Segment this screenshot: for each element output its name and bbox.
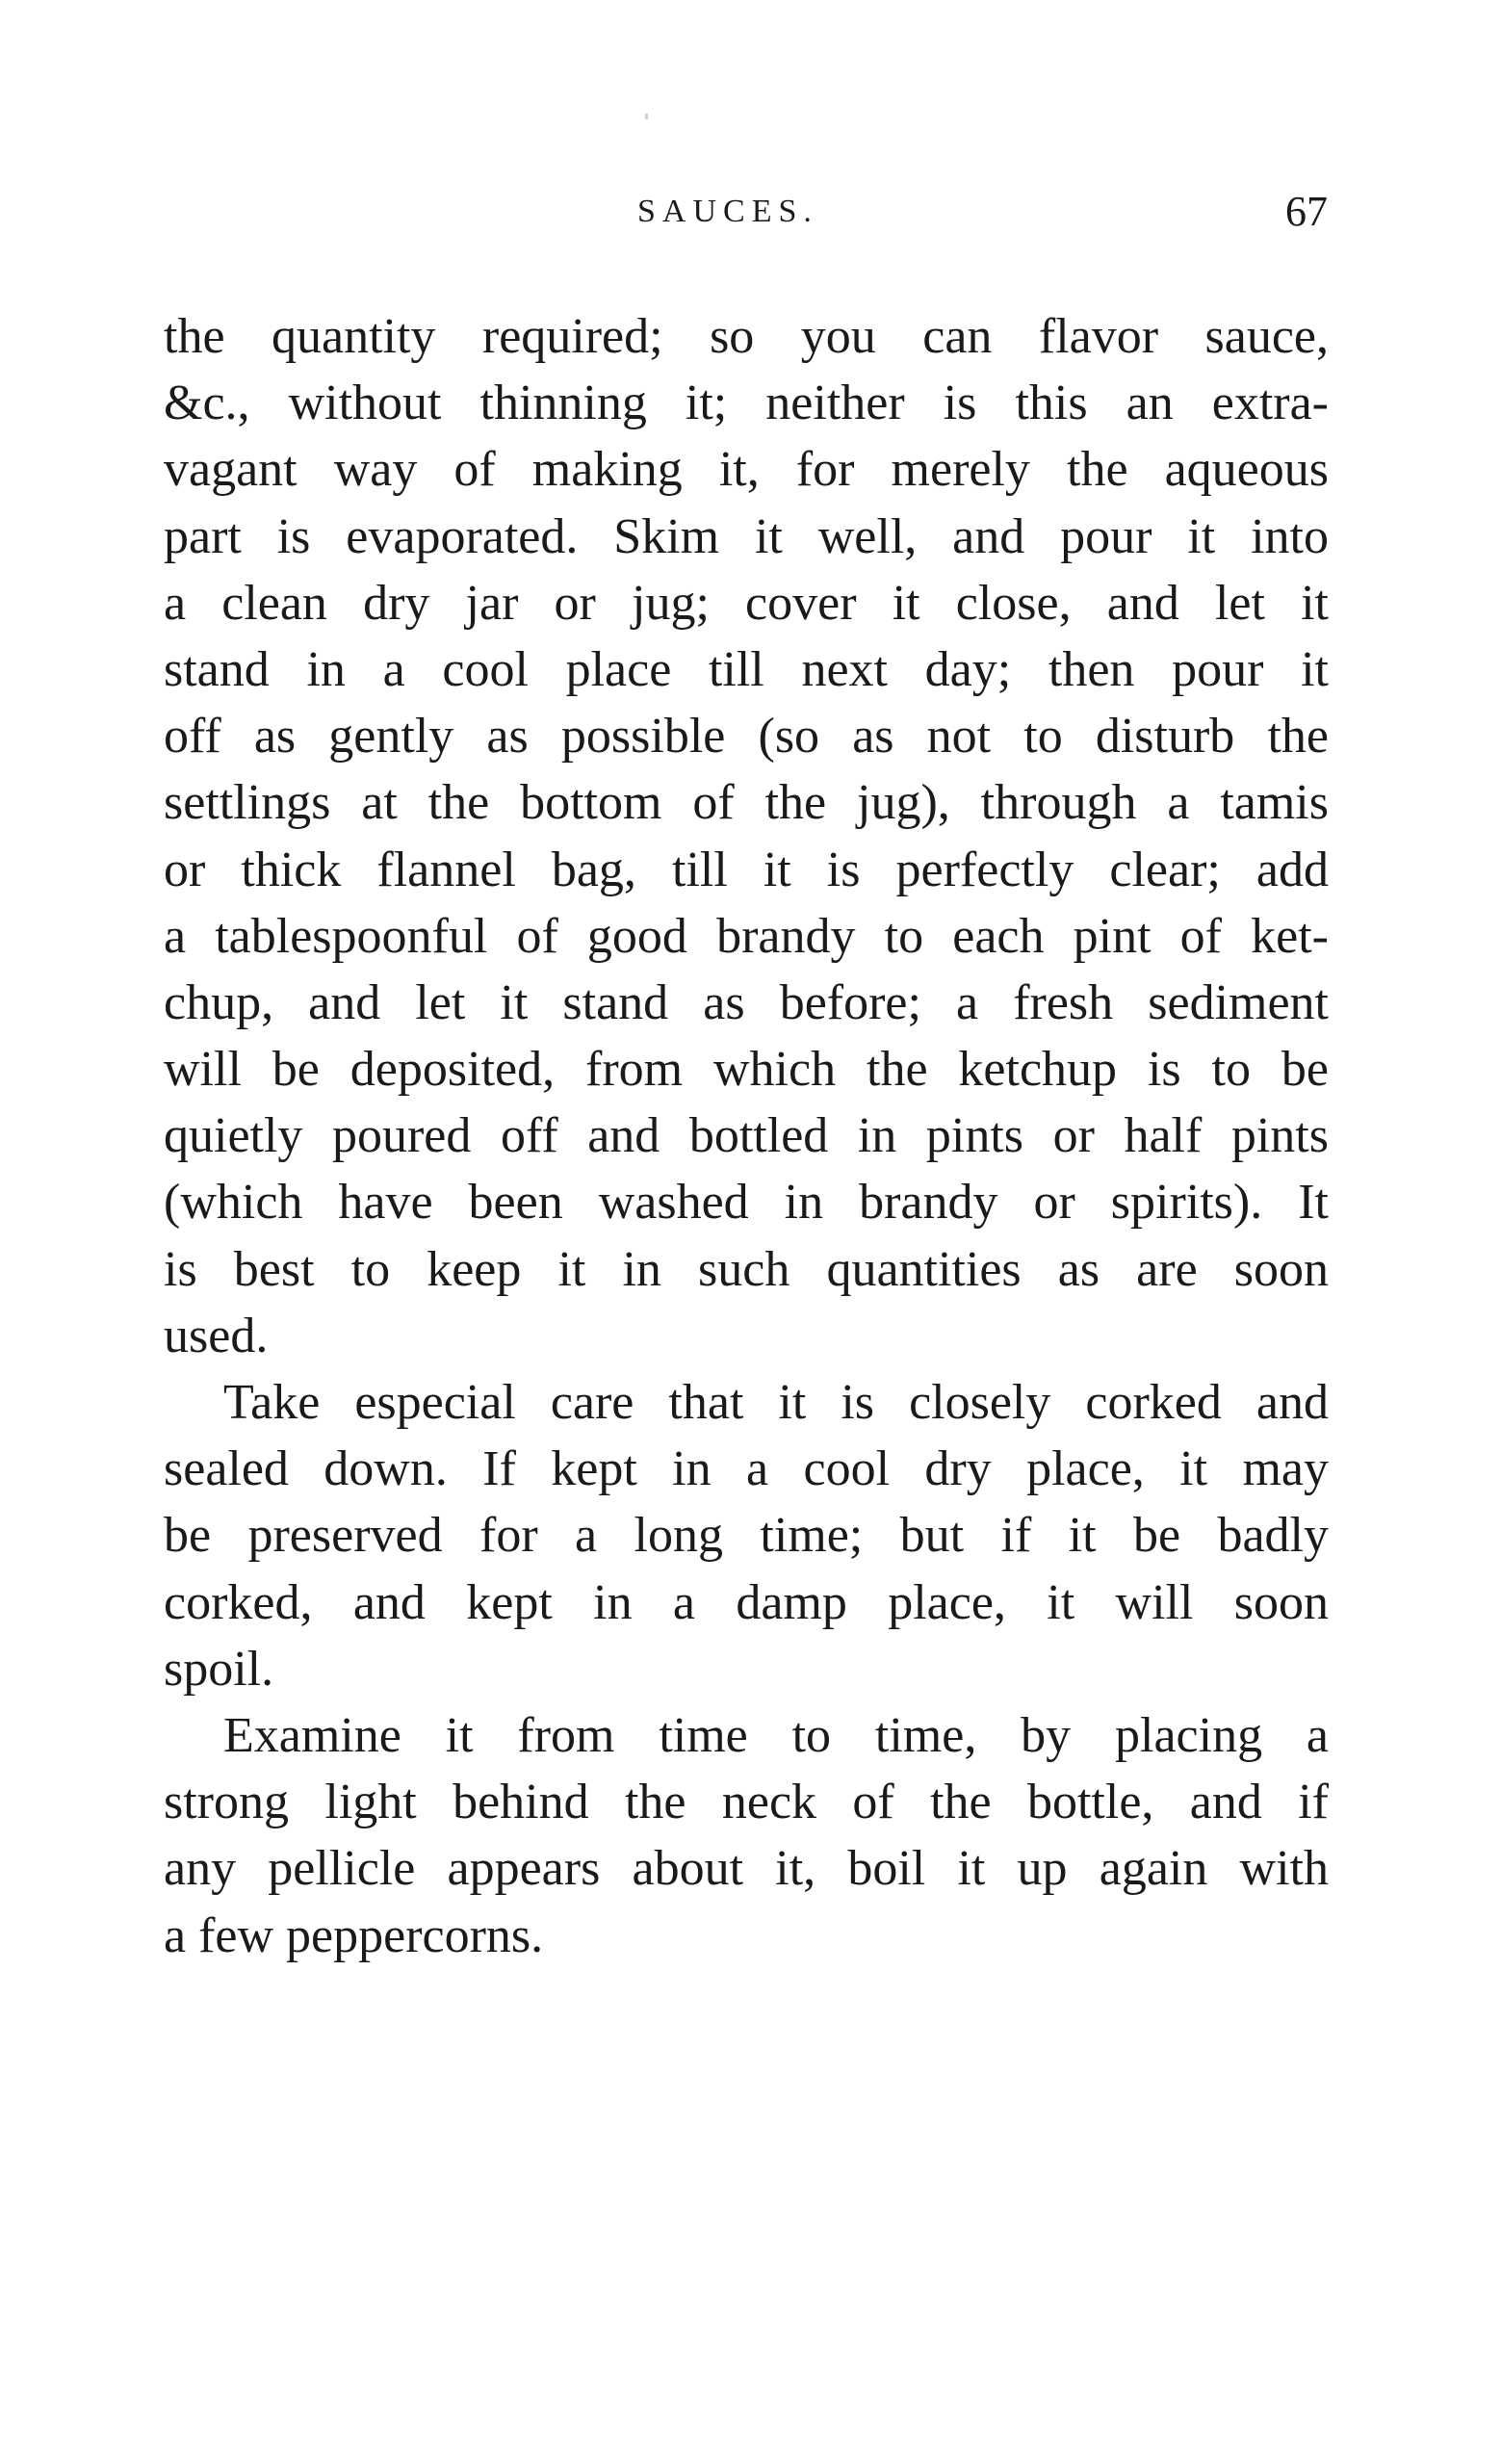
text-line: off as gently as possible (so as not to disturb the xyxy=(164,709,1329,765)
text-line: chup, and let it stand as before; a fresh sediment xyxy=(164,974,1329,1030)
paragraph-end-line: spoil. xyxy=(164,1641,274,1697)
text-line: sealed down. If kept in a cool dry place, it may xyxy=(164,1441,1329,1497)
text-line: settlings at the bottom of the jug), through a tamis xyxy=(164,775,1329,831)
text-line: will be deposited, from which the ketchup is to be xyxy=(164,1042,1329,1098)
text-line: strong light behind the neck of the bottle, and if xyxy=(164,1775,1329,1830)
text-line: quietly poured off and bottled in pints or half pints xyxy=(164,1108,1329,1164)
paragraph-end-line: used. xyxy=(164,1308,269,1363)
page-number: 67 xyxy=(1285,188,1328,235)
page-speck xyxy=(645,114,648,119)
text-line: the quantity required; so you can flavor sauce, xyxy=(164,309,1329,364)
text-line: is best to keep it in such quantities as are soon xyxy=(164,1241,1329,1297)
running-title: SAUCES. xyxy=(637,194,818,229)
paragraph-end-line: a few peppercorns. xyxy=(164,1907,544,1963)
text-line: vagant way of making it, for merely the aqueous xyxy=(164,442,1329,498)
text-line: a clean dry jar or jug; cover it close, and let it xyxy=(164,575,1329,631)
running-head xyxy=(0,183,1501,241)
text-line: a tablespoonful of good brandy to each pint of ket- xyxy=(164,908,1329,964)
paragraph-start-line: Examine it from time to time, by placing a xyxy=(223,1707,1329,1763)
text-line: &c., without thinning it; neither is this an extra- xyxy=(164,376,1329,431)
text-line: be preserved for a long time; but if it be badly xyxy=(164,1508,1329,1564)
text-line: stand in a cool place till next day; then pour it xyxy=(164,641,1329,697)
text-line: (which have been washed in brandy or spirits). It xyxy=(164,1175,1329,1231)
text-line: or thick flannel bag, till it is perfectly clear; add xyxy=(164,842,1329,897)
body-text xyxy=(164,303,1329,1969)
paragraph-start-line: Take especial care that it is closely corked and xyxy=(223,1375,1329,1430)
text-line: any pellicle appears about it, boil it up again with xyxy=(164,1841,1329,1897)
text-line: corked, and kept in a damp place, it will soon xyxy=(164,1574,1329,1630)
text-line: part is evaporated. Skim it well, and pour it into xyxy=(164,508,1329,564)
